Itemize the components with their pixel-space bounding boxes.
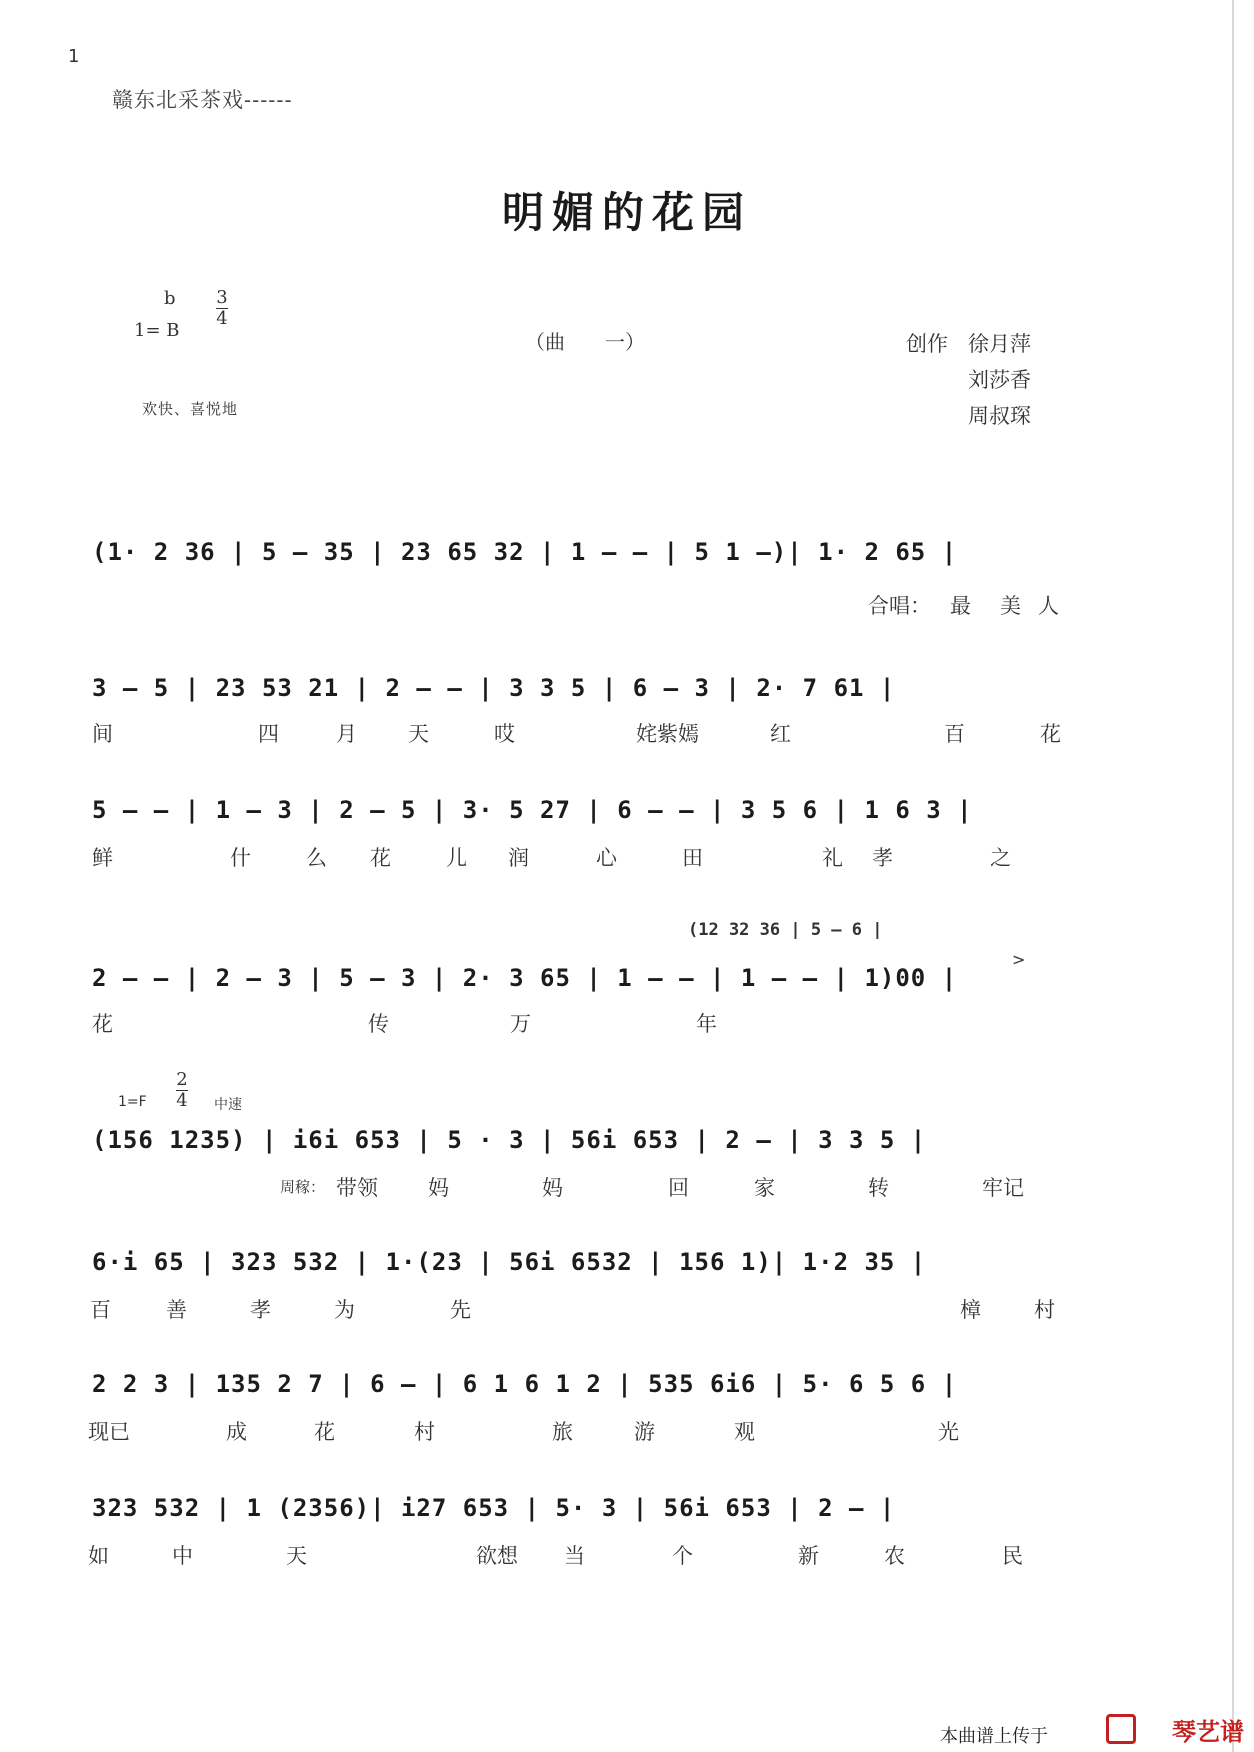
composer-3: 周叔琛 [968, 404, 1031, 428]
lyric-word: 红 [770, 722, 791, 746]
lyric-word: 旅 [552, 1420, 573, 1444]
key-text: 1= B [134, 320, 180, 341]
key-change [118, 1070, 258, 1126]
lyric-word: 万 [510, 1012, 531, 1036]
lyric-word: 欲想 [476, 1544, 518, 1568]
notation-line-6: 6·i 65 | 323 532 | 1·(23 | 56i 6532 | 156 1)| 1·2 35 | [92, 1248, 927, 1276]
time-top-2: 2 [176, 1069, 188, 1090]
lyric-word: 哎 [494, 722, 515, 746]
lyric-word: 礼 [822, 846, 843, 870]
lyric-word: 家 [754, 1176, 775, 1200]
lyric-word: 儿 [446, 846, 467, 870]
tempo-marking: 欢快、喜悦地 [142, 400, 239, 418]
time-signature-2 [174, 1070, 190, 1111]
accent-mark: > [1012, 950, 1026, 969]
credit-label: 创作 [906, 332, 948, 356]
notation-line-2: 3 – 5 | 23 53 21 | 2 – – | 3 3 5 | 6 – 3 | 2· 7 61 | [92, 674, 896, 702]
key-text-2: 1=F [118, 1094, 147, 1110]
lyric-word: 润 [508, 846, 529, 870]
lyric-word: 最 [950, 594, 971, 618]
piece-label: （曲 一） [525, 330, 645, 354]
lyric-word: 孝 [872, 846, 893, 870]
lyric-word: 回 [668, 1176, 689, 1200]
lyric-word: 合唱： [868, 594, 931, 618]
lyric-word: 个 [672, 1544, 693, 1568]
page-number: 1 [68, 46, 80, 67]
lyrics-line-5 [0, 1172, 1254, 1202]
notation-line-4: 2 – – | 2 – 3 | 5 – 3 | 2· 3 65 | 1 – – | 1 – – | 1)00 | [92, 964, 958, 992]
composer-2: 刘莎香 [968, 368, 1031, 392]
lyric-word: 观 [734, 1420, 755, 1444]
lyric-word: 先 [450, 1298, 471, 1322]
flat-symbol: b [164, 288, 176, 309]
lyric-word: 鲜 [92, 846, 113, 870]
time-top: 3 [216, 287, 228, 308]
notation-line-1: (1· 2 36 | 5 – 35 | 23 65 32 | 1 – – | 5 1 –)| 1· 2 65 | [92, 538, 958, 566]
lyric-word: 光 [938, 1420, 959, 1444]
lyric-word: 花 [1040, 722, 1061, 746]
lyric-word: 村 [414, 1420, 435, 1444]
notation-line-8: 323 532 | 1 (2356)| i27 653 | 5· 3 | 56i 653 | 2 – | [92, 1494, 896, 1522]
speaker-label: 周稼： [280, 1178, 326, 1196]
lyric-word: 如 [88, 1544, 109, 1568]
lyrics-line-6 [0, 1294, 1254, 1324]
lyric-word: 田 [682, 846, 703, 870]
lyrics-line-1 [0, 590, 1254, 620]
lyric-word: 四 [258, 722, 279, 746]
lyrics-line-4 [0, 1008, 1254, 1038]
lyric-word: 花 [92, 1012, 113, 1036]
key-signature [134, 287, 254, 352]
lyric-word: 间 [92, 722, 113, 746]
lyric-word: 传 [368, 1012, 389, 1036]
lyric-word: 善 [166, 1298, 187, 1322]
lyric-word: 人 [1038, 594, 1059, 618]
lyric-word: 成 [226, 1420, 247, 1444]
notation-upper-variant: (12 32 36 | 5 – 6 | [688, 920, 883, 940]
lyric-word: 新 [798, 1544, 819, 1568]
tempo-marking-2: 中速 [214, 1097, 242, 1113]
song-title: 明媚的花园 [501, 188, 752, 237]
lyric-word: 月 [336, 722, 357, 746]
lyric-word: 游 [634, 1420, 655, 1444]
lyric-word: 百 [944, 722, 965, 746]
time-signature [214, 288, 230, 329]
lyric-word: 民 [1002, 1544, 1023, 1568]
notation-line-3: 5 – – | 1 – 3 | 2 – 5 | 3· 5 27 | 6 – – | 3 5 6 | 1 6 3 | [92, 796, 973, 824]
lyric-word: 妈 [428, 1176, 449, 1200]
lyric-word: 百 [90, 1298, 111, 1322]
logo-icon [1106, 1714, 1136, 1744]
notation-line-5: (156 1235) | i6i 653 | 5 · 3 | 56i 653 | 2 – | 3 3 5 | [92, 1126, 927, 1154]
lyric-word: 村 [1034, 1298, 1055, 1322]
lyric-word: 姹紫嫣 [636, 722, 699, 746]
lyric-word: 什 [230, 846, 251, 870]
lyric-word: 中 [172, 1544, 193, 1568]
lyric-word: 农 [884, 1544, 905, 1568]
lyric-word: 天 [408, 722, 429, 746]
time-bottom-2: 4 [176, 1090, 188, 1111]
genre-label: 赣东北采茶戏------ [112, 88, 293, 112]
lyrics-line-8 [0, 1540, 1254, 1570]
lyric-word: 牢记 [982, 1176, 1024, 1200]
composer-1: 徐月萍 [968, 332, 1031, 356]
lyric-word: 为 [334, 1298, 355, 1322]
lyric-word: 花 [314, 1420, 335, 1444]
lyric-word: 带领 [336, 1176, 378, 1200]
page-edge-line [1232, 0, 1234, 1752]
lyric-word: 花 [370, 846, 391, 870]
footer-text: 本曲谱上传于 [940, 1726, 1048, 1747]
lyrics-line-2 [0, 718, 1254, 748]
lyrics-line-3 [0, 842, 1254, 872]
lyric-word: 现已 [88, 1420, 130, 1444]
lyrics-line-7 [0, 1416, 1254, 1446]
lyric-word: 孝 [250, 1298, 271, 1322]
lyric-word: 美 [1000, 594, 1021, 618]
time-bottom: 4 [216, 308, 228, 329]
footer [940, 1712, 1254, 1752]
lyric-word: 之 [990, 846, 1011, 870]
site-logo[interactable]: 琴艺谱 [1172, 1718, 1244, 1746]
notation-line-7: 2 2 3 | 135 2 7 | 6 – | 6 1 6 1 2 | 535 6i6 | 5· 6 5 6 | [92, 1370, 958, 1398]
lyric-word: 妈 [542, 1176, 563, 1200]
lyric-word: 年 [696, 1012, 717, 1036]
lyric-word: 心 [596, 846, 617, 870]
lyric-word: 么 [306, 846, 327, 870]
lyric-word: 天 [286, 1544, 307, 1568]
lyric-word: 当 [564, 1544, 585, 1568]
lyric-word: 樟 [960, 1298, 981, 1322]
lyric-word: 转 [868, 1176, 889, 1200]
